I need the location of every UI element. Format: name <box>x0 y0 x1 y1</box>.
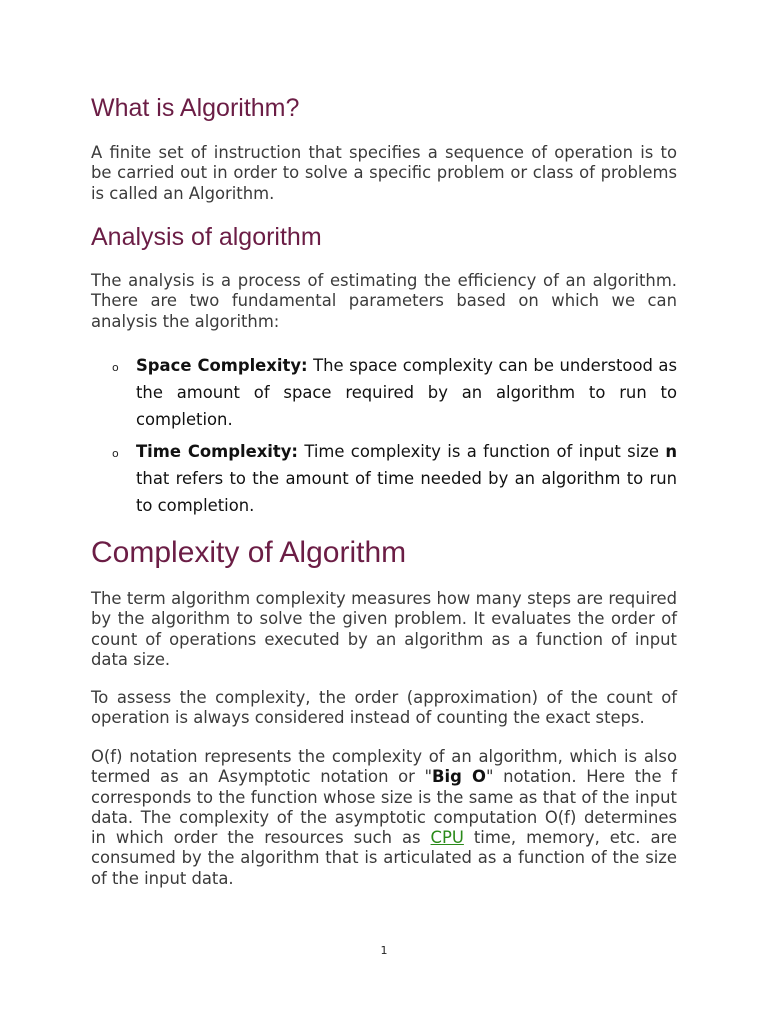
heading-analysis-of-algorithm: Analysis of algorithm <box>91 223 322 251</box>
space-complexity-description: The space complexity can be understood as the amount of space required by an algorithm to run to completion. <box>136 356 677 429</box>
big-o-text-part2: " notation. Here the f corresponds to the function whose size is the same as that of the input data. The complexity of the asymptotic computation O(f) determines in which order the resources such as <box>91 767 677 848</box>
heading-what-is-algorithm: What is Algorithm? <box>91 94 300 122</box>
paragraph-assess-complexity: To assess the complexity, the order (approximation) of the count of operation is always considered instead of counting the exact steps. <box>91 688 677 728</box>
page-number: 1 <box>380 944 388 957</box>
paragraph-big-o-notation <box>91 747 677 889</box>
term-space-complexity: Space Complexity: <box>136 356 308 375</box>
cpu-link[interactable]: CPU <box>430 828 464 848</box>
term-time-complexity: Time Complexity: <box>136 442 298 461</box>
time-complexity-description-start: Time complexity is a function of input size <box>297 442 666 461</box>
heading-complexity-of-algorithm: Complexity of Algorithm <box>91 536 407 569</box>
big-o-text-part3: time, memory, etc. are consumed by the algorithm that is articulated as a function of the size of the input data. <box>91 828 677 888</box>
bullet-marker: o <box>112 447 119 460</box>
paragraph-complexity-definition: The term algorithm complexity measures how many steps are required by the algorithm to solve the given problem. It evaluates the order of count of operations executed by an algorithm as a function of input data size. <box>91 589 677 669</box>
time-complexity-description-end: that refers to the amount of time needed by an algorithm to run to completion. <box>136 469 677 515</box>
bullet-marker: o <box>112 361 119 374</box>
paragraph-algorithm-definition: A finite set of instruction that specifies a sequence of operation is to be carried out in order to solve a specific problem or class of problems is called an Algorithm. <box>91 143 677 203</box>
list-item-time-complexity <box>91 438 677 519</box>
complexity-parameters-list <box>91 352 677 519</box>
big-o-text-part1: O(f) notation represents the complexity of an algorithm, which is also termed as an Asymptotic notation or " <box>91 747 677 787</box>
big-o-bold: Big O <box>432 767 486 787</box>
variable-n: n <box>665 442 677 461</box>
paragraph-analysis-intro: The analysis is a process of estimating the efficiency of an algorithm. There are two fundamental parameters based on which we can analysis the algorithm: <box>91 271 677 331</box>
list-item-space-complexity <box>91 352 677 433</box>
